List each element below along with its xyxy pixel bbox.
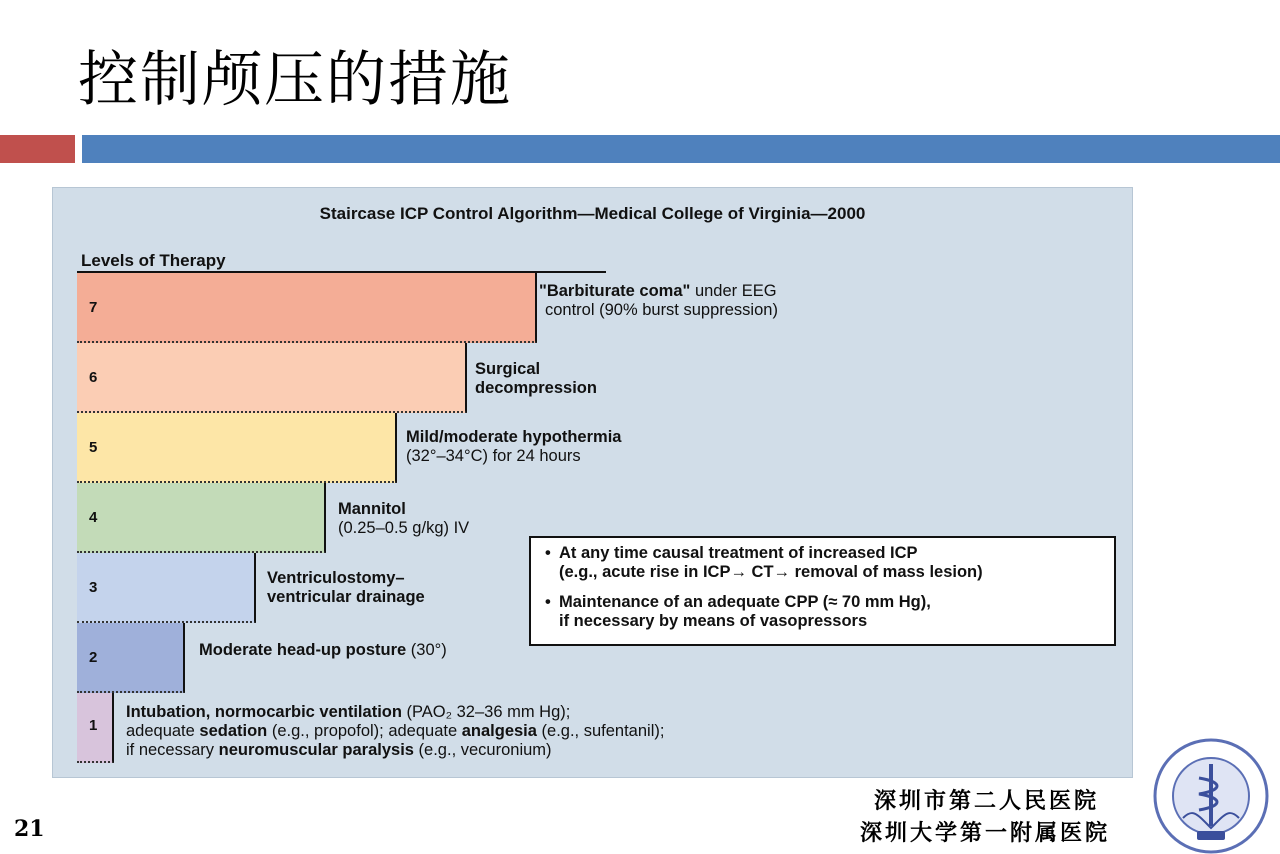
level-5-line2: (32°–34°C) for 24 hours bbox=[406, 447, 581, 465]
level-2-description bbox=[199, 641, 447, 660]
level-3-step bbox=[77, 553, 256, 623]
level-3-line2: ventricular drainage bbox=[267, 588, 425, 606]
level-6-step bbox=[77, 343, 467, 413]
level-1-analgesia: analgesia bbox=[461, 722, 537, 740]
level-5-bold: Mild/moderate hypothermia bbox=[406, 428, 622, 446]
level-4-line2: (0.25–0.5 g/kg) IV bbox=[338, 519, 470, 537]
level-5-description bbox=[406, 428, 621, 466]
level-7-rest: under EEG bbox=[690, 282, 777, 300]
level-1-line3-a: if necessary bbox=[126, 741, 219, 759]
level-6-bold: Surgical bbox=[475, 360, 541, 378]
level-7-bold: "Barbiturate coma" bbox=[539, 282, 691, 300]
level-5-number: 5 bbox=[89, 439, 98, 456]
level-2-bold: Moderate head-up posture bbox=[199, 641, 407, 659]
level-7-step bbox=[77, 273, 537, 343]
level-1-line2-c: (e.g., sufentanil); bbox=[536, 722, 665, 740]
level-3-bold: Ventriculostomy– bbox=[267, 569, 405, 587]
level-4-number: 4 bbox=[89, 509, 98, 526]
level-1-paralysis: neuromuscular paralysis bbox=[218, 741, 414, 759]
hospital-logo-icon bbox=[1153, 738, 1269, 854]
hospital-name-line2: 深圳大学第一附属医院 bbox=[860, 820, 1111, 846]
level-1-sedation: sedation bbox=[199, 722, 268, 740]
level-7-line2: control (90% burst suppression) bbox=[545, 301, 778, 319]
level-2-rest: (30°) bbox=[406, 641, 447, 659]
level-6-number: 6 bbox=[89, 369, 98, 386]
level-3-description bbox=[267, 569, 425, 607]
level-7-number: 7 bbox=[89, 299, 98, 316]
level-1-rest: (PAO₂ 32–36 mm Hg); bbox=[401, 703, 571, 721]
level-1-bold: Intubation, normocarbic ventilation bbox=[126, 703, 402, 721]
slide-title: 控制颅压的措施 bbox=[78, 45, 512, 115]
note-2-line1: Maintenance of an adequate CPP (≈ 70 mm Hg), bbox=[559, 593, 931, 611]
level-3-number: 3 bbox=[89, 579, 98, 596]
hospital-name-line1: 深圳市第二人民医院 bbox=[874, 788, 1100, 814]
level-2-number: 2 bbox=[89, 649, 98, 666]
note-cpp-maintenance bbox=[545, 593, 1104, 631]
level-2-step bbox=[77, 623, 185, 693]
note-2-line2: if necessary by means of vasopressors bbox=[559, 612, 868, 630]
level-4-bold: Mannitol bbox=[338, 500, 406, 518]
levels-of-therapy-label: Levels of Therapy bbox=[81, 251, 226, 270]
level-1-step bbox=[77, 693, 114, 763]
level-4-description bbox=[338, 500, 469, 538]
title-accent-bar-blue bbox=[82, 135, 1280, 163]
note-1-line1: At any time causal treatment of increased ICP bbox=[559, 544, 918, 562]
staircase-figure bbox=[52, 187, 1133, 778]
notes-box bbox=[529, 536, 1116, 646]
level-1-line2-b: (e.g., propofol); adequate bbox=[267, 722, 462, 740]
note-1-line2: (e.g., acute rise in ICP→ CT→ removal of mass lesion) bbox=[559, 563, 983, 581]
level-7-description bbox=[539, 282, 778, 320]
page-number: 21 bbox=[14, 816, 45, 842]
figure-title: Staircase ICP Control Algorithm—Medical College of Virginia—2000 bbox=[319, 204, 866, 223]
level-1-number: 1 bbox=[89, 717, 98, 734]
level-1-description bbox=[126, 703, 664, 760]
level-6-line2: decompression bbox=[475, 379, 597, 397]
title-accent-bar-red bbox=[0, 135, 75, 163]
level-1-line3-b: (e.g., vecuronium) bbox=[413, 741, 552, 759]
level-1-line2-a: adequate bbox=[126, 722, 200, 740]
level-6-description bbox=[475, 360, 597, 398]
note-causal-treatment bbox=[545, 544, 1104, 582]
level-5-step bbox=[77, 413, 397, 483]
level-4-step bbox=[77, 483, 326, 553]
